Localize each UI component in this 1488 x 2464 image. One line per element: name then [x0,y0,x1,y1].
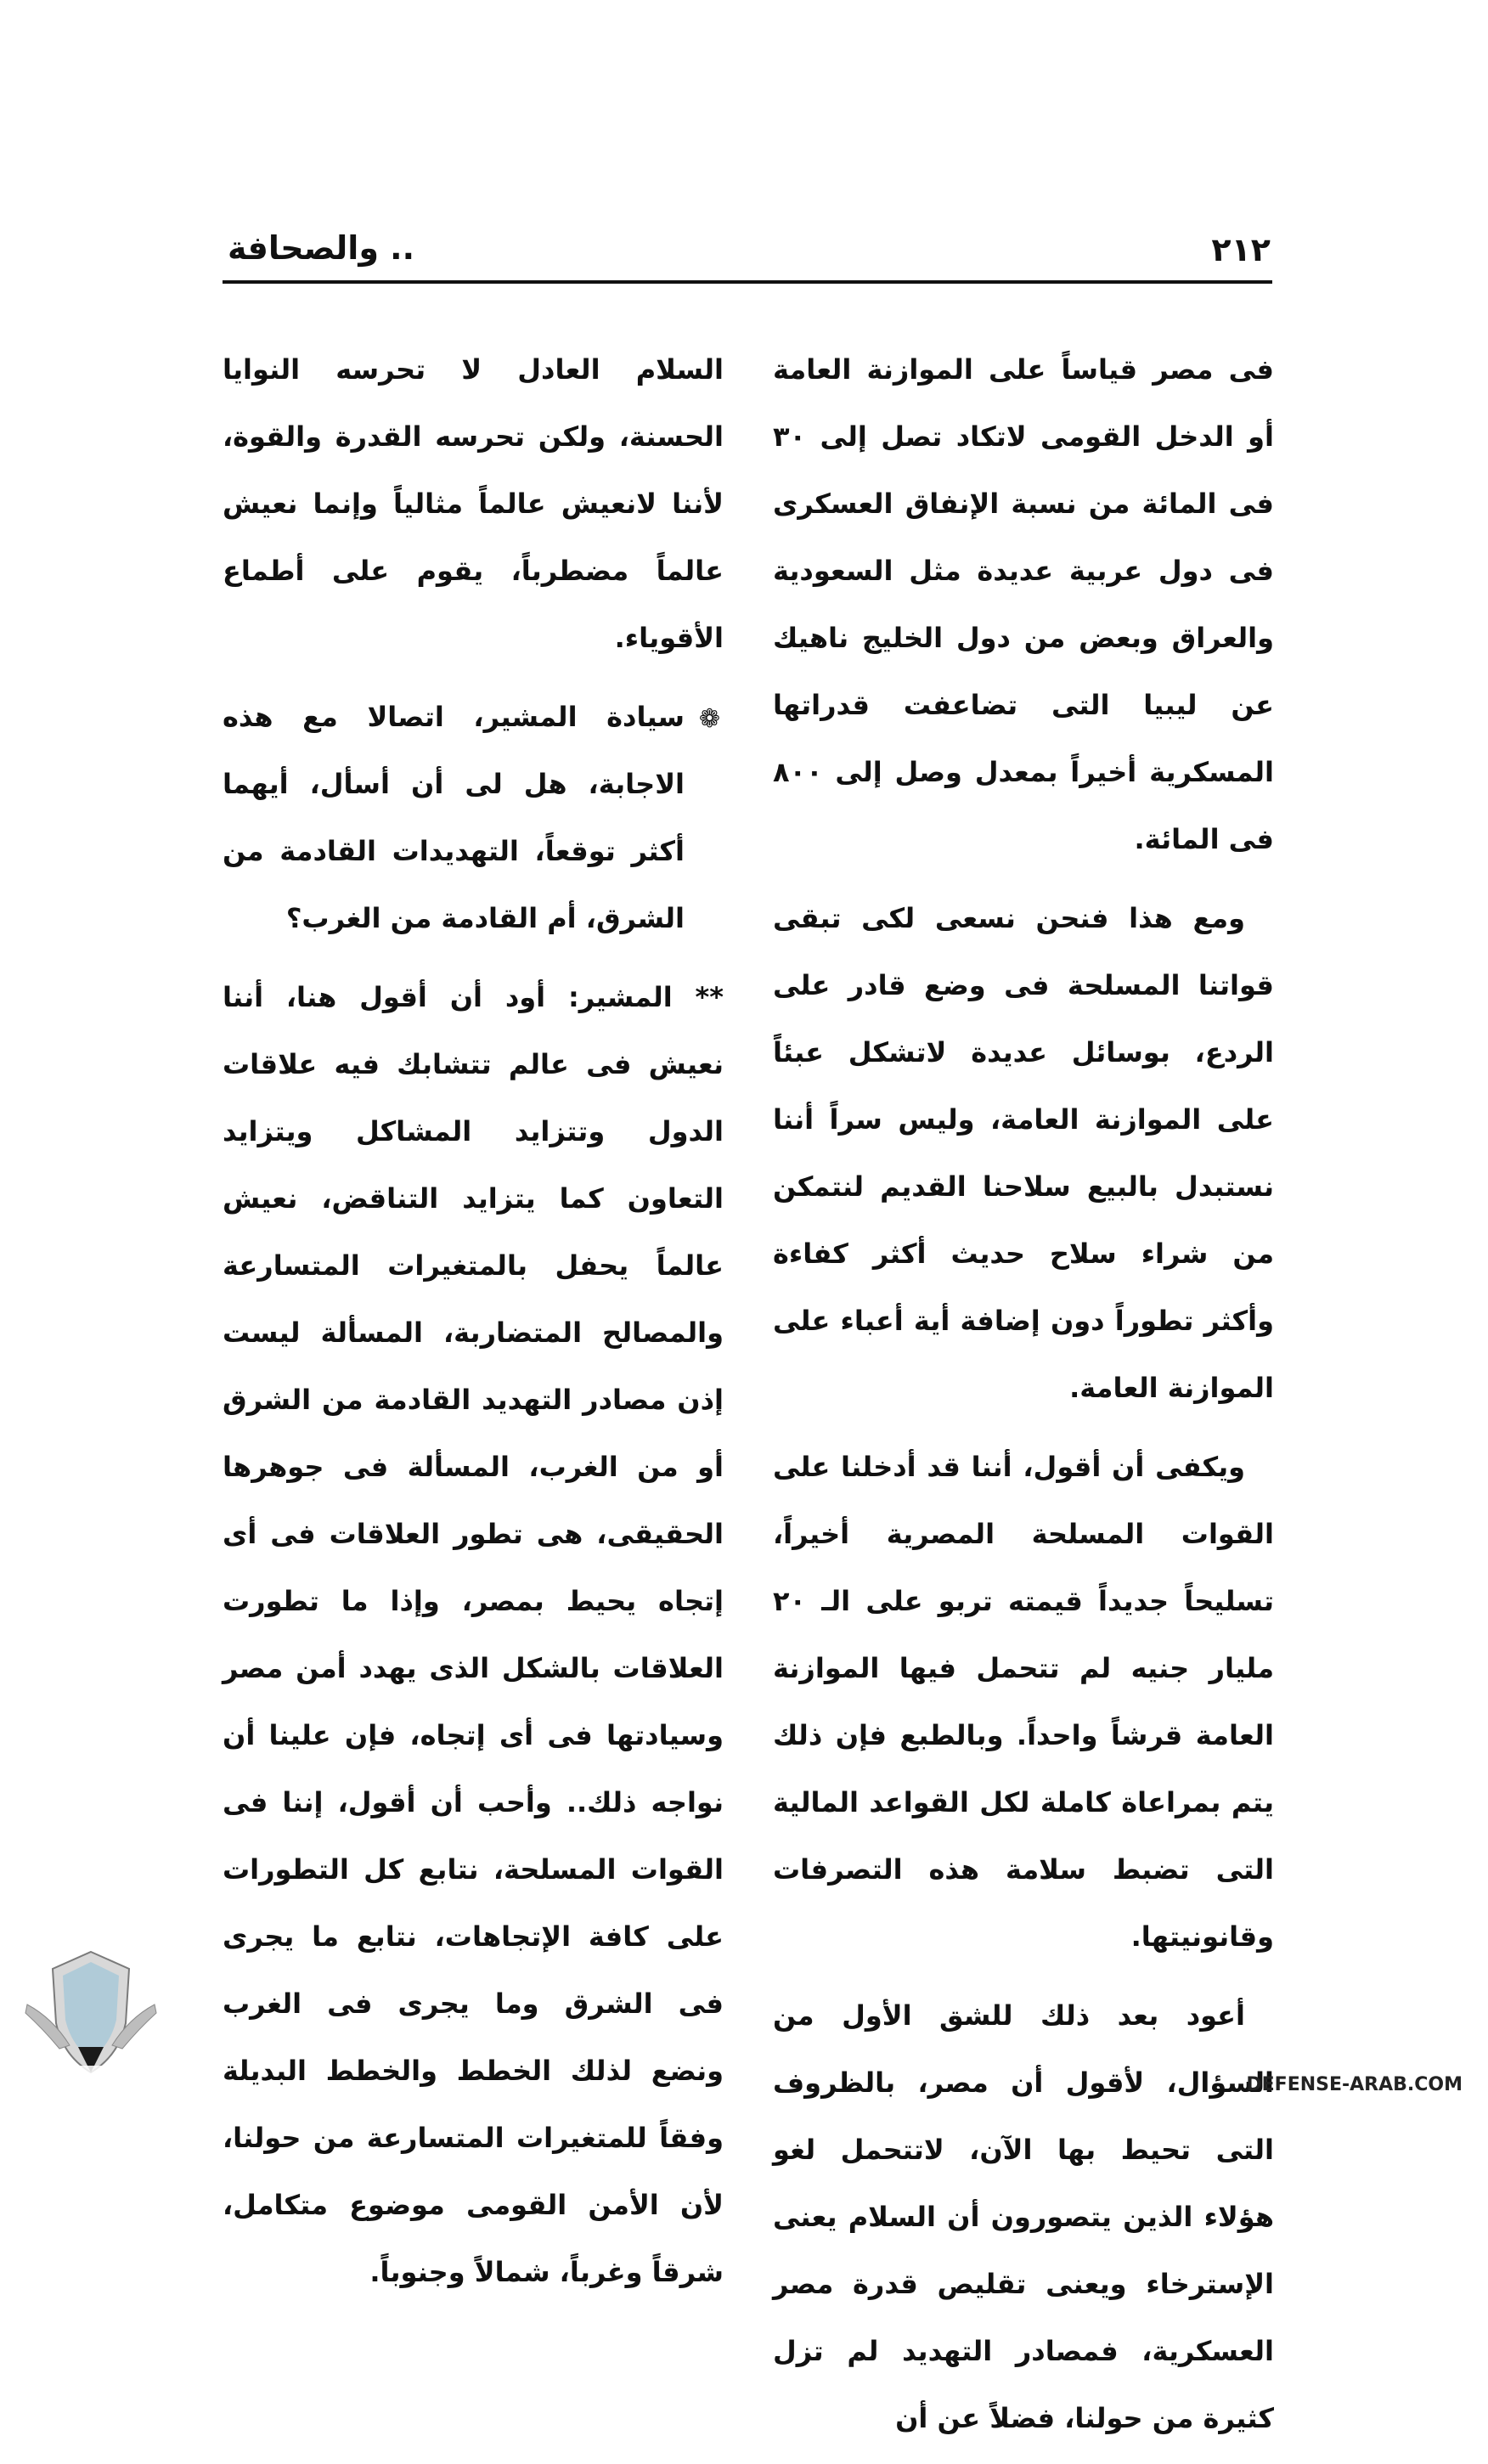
interview-question [223,684,724,952]
right-paragraph-4: أعود بعد ذلك للشق الأول من السؤال، لأقول أن مصر، بالظروف التى تحيط بها الآن، لاتتحمل لغو هؤلاء الذين يتصورون أن السلام يعنى الإسترخاء ويعنى تقليص قدرة مصر العسكرية، فمصادر التهديد لم تزل كثيرة من حولنا، فضلاً عن أن [773,1999,1274,2434]
arab-defense-forum-logo [19,1945,163,2095]
right-column [773,336,1274,2464]
flower-bullet-icon: ❁ [698,704,720,734]
header-rule [223,280,1272,284]
interview-answer [223,964,724,2306]
running-header: .. والصحافة [228,229,415,267]
left-paragraph-1: السلام العادل لا تحرسه النوايا الحسنة، ولكن تحرسه القدرة والقوة، لأننا لانعيش عالماً مثالياً وإنما نعيش عالماً مضطرباً، يقوم على أطماع الأقوياء. [223,353,724,654]
right-paragraph-2: ومع هذا فنحن نسعى لكى تبقى قواتنا المسلحة فى وضع قادر على الردع، بوسائل عديدة لاتشكل عبئاً على الموازنة العامة، وليس سراً أننا نستبدل بالبيع سلاحنا القديم لنتمكن من شراء سلاح حديث أكثر كفاءة وأكثر تطوراً دون إضافة أية أعباء على الموازنة العامة. [773,902,1274,1404]
right-paragraph-3: ويكفى أن أقول، أننا قد أدخلنا على القوات المسلحة المصرية أخيراً، تسليحاً جديداً قيمته تربو على الـ ٢٠ مليار جنيه لم تتحمل فيها الموازنة العامة قرشاً واحداً. وبالطبع فإن ذلك يتم بمراعاة كاملة لكل القواعد المالية التى تضبط سلامة هذه التصرفات وقانونيتها. [773,1451,1274,1953]
answer-speaker-label: ** المشير: [567,981,724,1013]
page-number: ٢١٢ [1211,231,1271,268]
right-paragraph-1: فى مصر قياساً على الموازنة العامة أو الدخل القومى لاتكاد تصل إلى ٣٠ فى المائة من نسبة الإنفاق العسكرى فى دول عربية عديدة مثل السعودية والعراق وبعض من دول الخليج ناهيك عن ليبيا التى تضاعفت قدراتها المسكرية أخيراً بمعدل وصل إلى ٨٠٠ فى المائة. [773,353,1274,855]
answer-text: أود أن أقول هنا، أننا نعيش فى عالم تتشابك فيه علاقات الدول وتتزايد المشاكل ويتزايد التعاون كما يتزايد التناقض، نعيش عالماً يحفل بالمتغيرات المتسارعة والمصالح المتضاربة، المسألة ليست إذن مصادر التهديد القادمة من الشرق أو من الغرب، المسألة فى جوهرها الحقيقى، هى تطور العلاقات فى أى إتجاه يحيط بمصر، وإذا ما تطورت العلاقات بالشكل الذى يهدد أمن مصر وسيادتها فى أى إتجاه، فإن علينا أن نواجه ذلك.. وأحب أن أقول، إننا فى القوات المسلحة، نتابع كل التطورات على كافة الإتجاهات، نتابع ما يجرى فى الشرق وما يجرى فى الغرب ونضع لذلك الخطط والخطط البديلة وفقاً للمتغيرات المتسارعة من حولنا، لأن الأمن القومى موضوع متكامل، شرقاً وغرباً، شمالاً وجنوباً. [223,981,724,2288]
left-column [223,336,724,2318]
question-text: سيادة المشير، اتصالا مع هذه الاجابة، هل لى أن أسأل، أيهما أكثر توقعاً، التهديدات القادمة من الشرق، أم القادمة من الغرب؟ [223,701,685,934]
site-watermark: DEFENSE-ARAB.COM [1246,2074,1463,2095]
